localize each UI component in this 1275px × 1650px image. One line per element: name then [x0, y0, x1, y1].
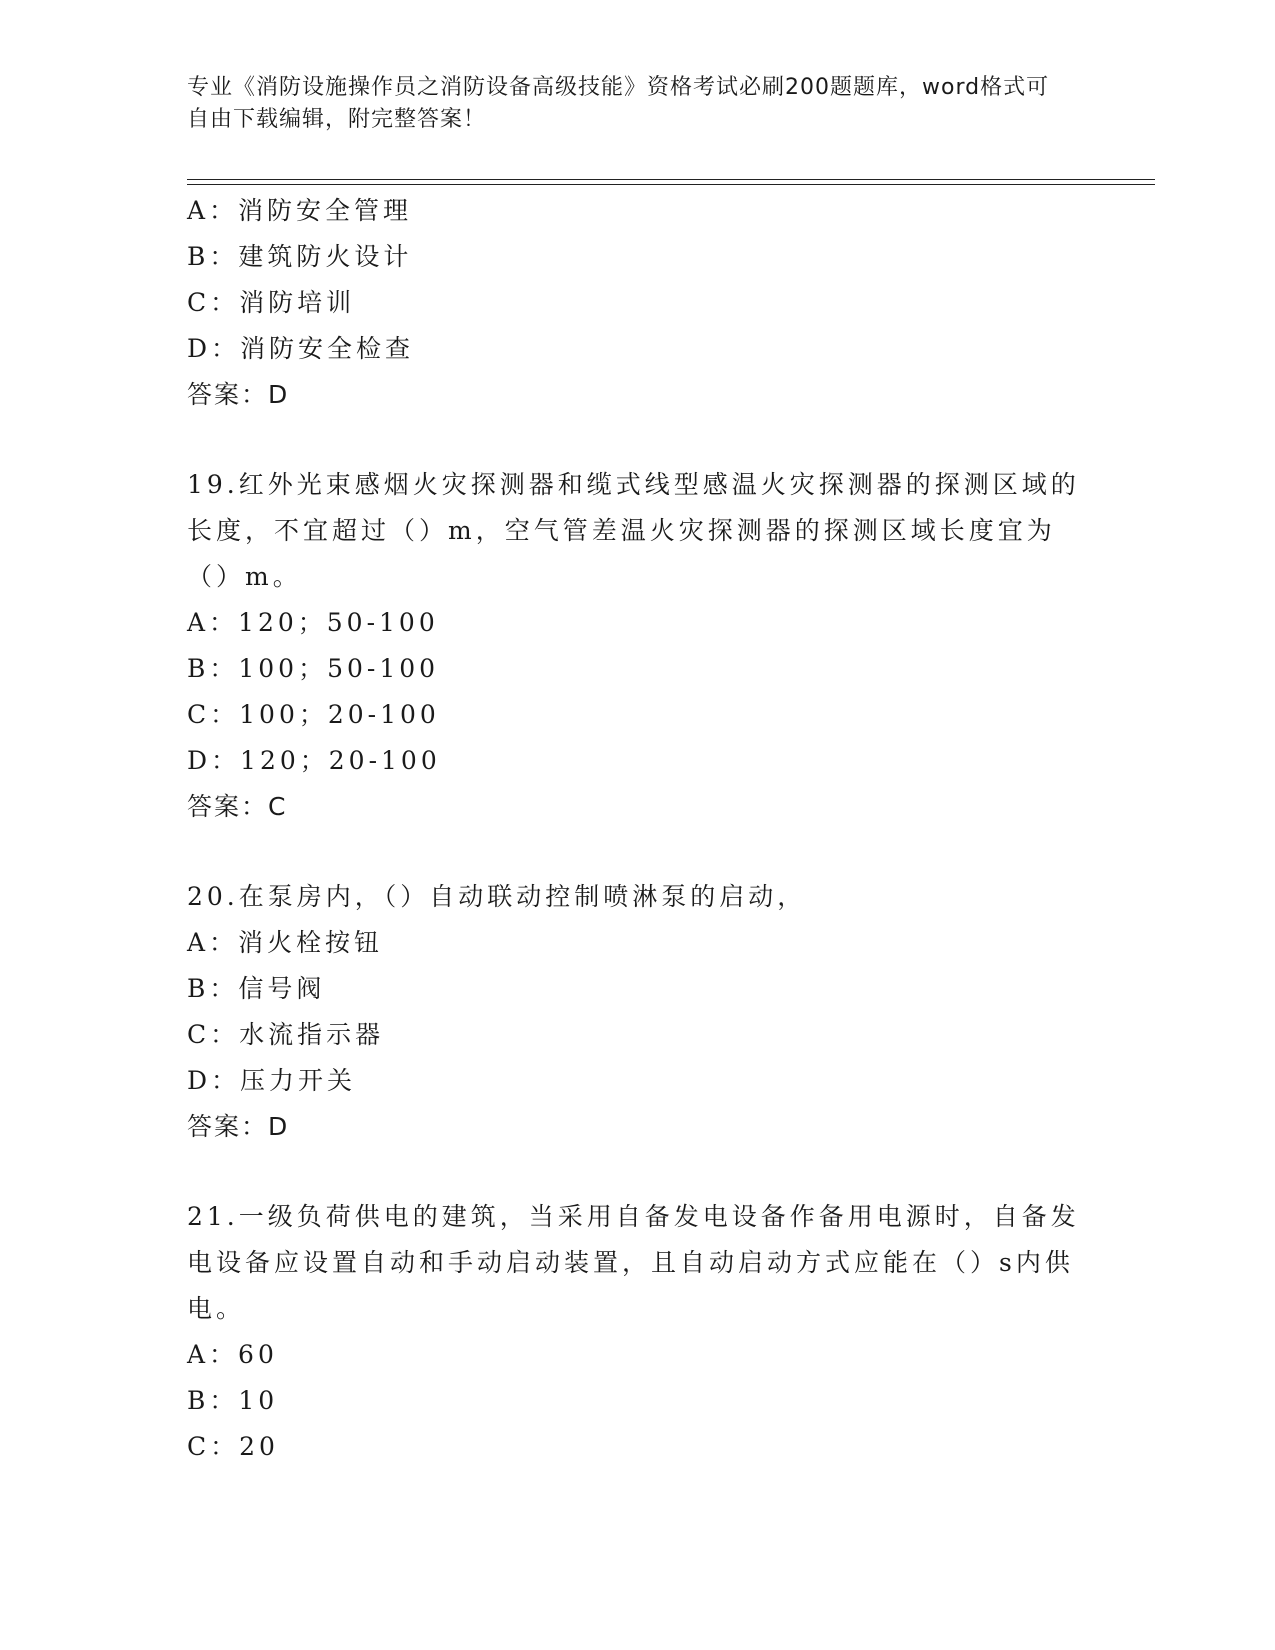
option-d: D：压力开关 [187, 1066, 357, 1095]
question-21 [187, 1194, 1087, 1470]
option-b: B：100；50-100 [187, 654, 440, 683]
option-a: A：消火栓按钮 [187, 928, 384, 957]
option-a: A：60 [187, 1340, 278, 1369]
question-18 [187, 188, 1087, 418]
spacer [187, 1150, 1087, 1194]
spacer [187, 418, 1087, 462]
option-c: C：水流指示器 [187, 1020, 385, 1049]
option-b: B：建筑防火设计 [187, 242, 413, 271]
option-b: B：信号阀 [187, 974, 326, 1003]
question-list [187, 188, 1087, 1470]
option-d: D：120；20-100 [187, 746, 441, 775]
option-c: C：消防培训 [187, 288, 356, 317]
document-header: 专业《消防设施操作员之消防设备高级技能》资格考试必刷200题题库，word格式可自由下载编辑，附完整答案！ [187, 75, 1050, 132]
question-text: 21.一级负荷供电的建筑，当采用自备发电设备作备用电源时，自备发电设备应设置自动和手动启动装置，且自动启动方式应能在（）s内供电。 [187, 1202, 1080, 1323]
question-19 [187, 462, 1087, 830]
option-c: C：100；20-100 [187, 700, 440, 729]
option-a: A：120；50-100 [187, 608, 439, 637]
question-text: 19.红外光束感烟火灾探测器和缆式线型感温火灾探测器的探测区域的长度，不宜超过（）m，空气管差温火灾探测器的探测区域长度宜为（）m。 [187, 470, 1080, 591]
answer: 答案：D [187, 1112, 290, 1141]
option-b: B：10 [187, 1386, 279, 1415]
spacer [187, 830, 1087, 874]
answer: 答案：D [187, 380, 290, 409]
question-20 [187, 874, 1087, 1150]
question-text: 20.在泵房内，（）自动联动控制喷淋泵的启动， [187, 882, 807, 911]
header-rule-top [187, 179, 1155, 180]
answer: 答案：C [187, 792, 288, 821]
header-rule-bottom [187, 184, 1155, 185]
option-c: C：20 [187, 1432, 279, 1461]
option-d: D：消防安全检查 [187, 334, 415, 363]
option-a: A：消防安全管理 [187, 196, 413, 225]
